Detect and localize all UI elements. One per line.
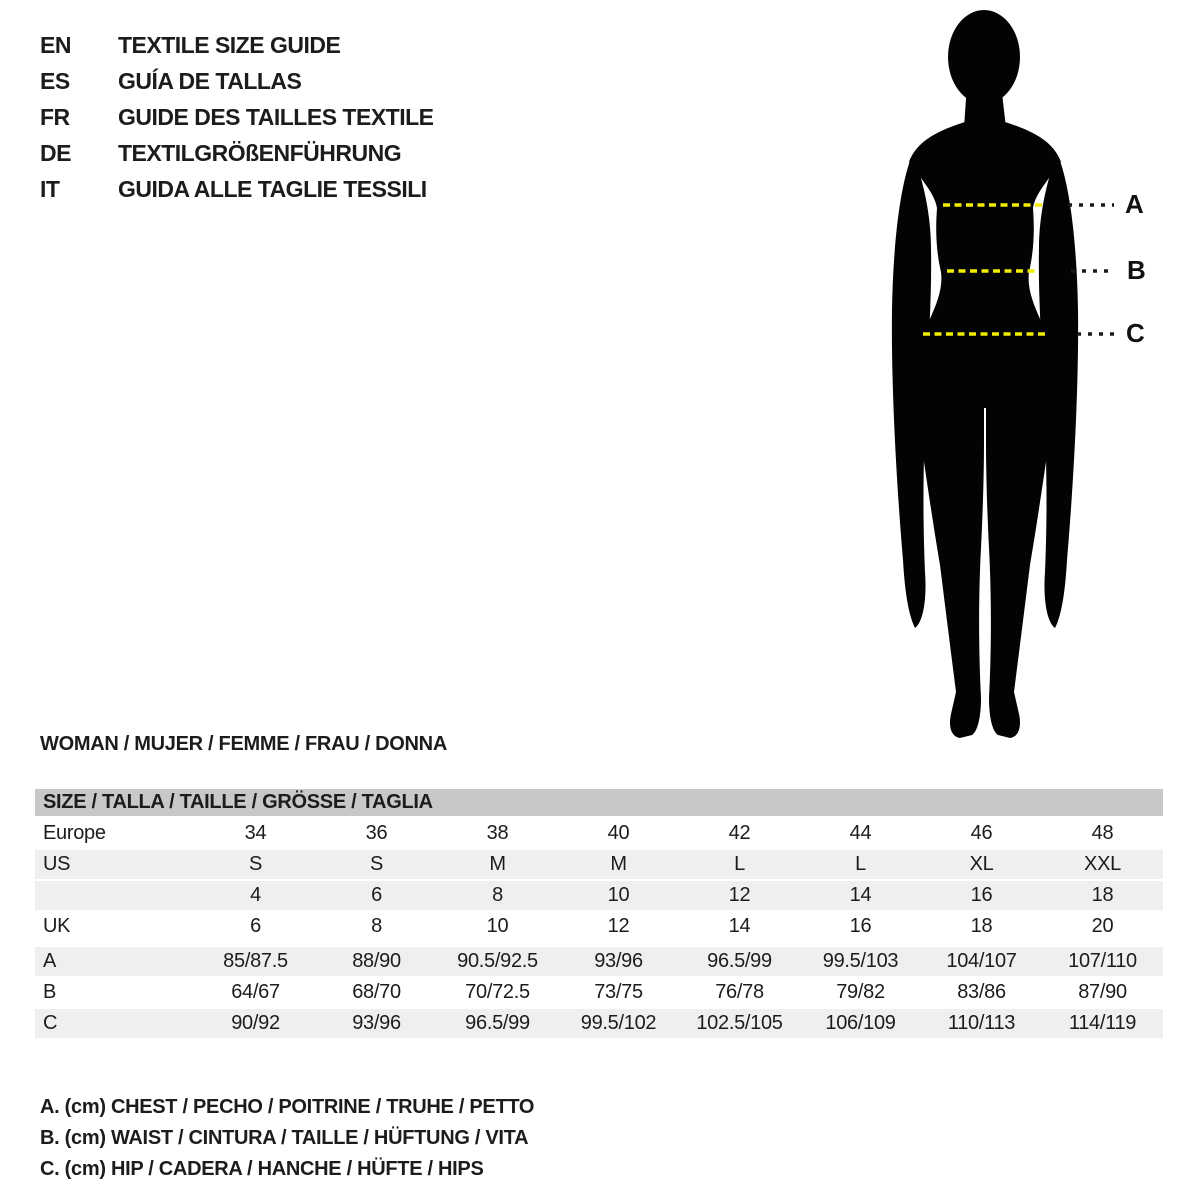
measure-label-a: A [1125,189,1144,219]
language-row-en [40,27,434,63]
cell: L [734,853,745,875]
cell: 106/109 [825,1012,896,1034]
silhouette-right-arm [1039,158,1078,628]
cell: 10 [607,884,630,906]
cell: 20 [1091,915,1114,937]
cell: 12 [607,915,630,937]
cell: 87/90 [1078,981,1127,1003]
cell: 90/92 [231,1012,280,1034]
section-title-woman: WOMAN / MUJER / FEMME / FRAU / DONNA [40,733,447,755]
cell: 6 [250,915,261,937]
measure-label-c: C [1126,318,1145,348]
table-row-waist-b [35,978,1163,1007]
cell: 88/90 [352,950,401,972]
row-label: B [43,981,57,1003]
table-row-us-numbers [35,881,1163,910]
cell: 102.5/105 [696,1012,783,1034]
language-title: TEXTILE SIZE GUIDE [118,32,341,58]
cell: 76/78 [715,981,764,1003]
cell: 68/70 [352,981,401,1003]
language-title: TEXTILGRÖßENFÜHRUNG [118,140,402,166]
cell: 36 [365,822,388,844]
table-row-europe [35,819,1163,848]
cell: 16 [849,915,872,937]
cell: 107/110 [1068,950,1137,972]
cell: 85/87.5 [223,950,288,972]
cell: 6 [371,884,382,906]
legend-chest: A. (cm) CHEST / PECHO / POITRINE / TRUHE / PETTO [40,1096,535,1118]
cell: 14 [728,915,751,937]
cell: 42 [728,822,751,844]
measurement-legend [40,1092,534,1185]
cell: 70/72.5 [465,981,530,1003]
language-code: IT [40,176,60,202]
language-row-it [40,171,434,207]
language-list [40,27,434,207]
table-row-chest-a [35,947,1163,976]
cell: 16 [970,884,993,906]
cell: 96.5/99 [465,1012,530,1034]
cell: 44 [849,822,872,844]
cell: 93/96 [594,950,643,972]
cell: 96.5/99 [707,950,772,972]
legend-hip: C. (cm) HIP / CADERA / HANCHE / HÜFTE / HIPS [40,1158,484,1180]
cell: 10 [486,915,509,937]
row-label: Europe [43,822,106,844]
language-title: GUÍA DE TALLAS [118,68,302,94]
cell: XL [969,853,994,875]
row-label: C [43,1012,58,1034]
cell: 40 [607,822,630,844]
size-table [35,789,1163,1040]
row-label: A [43,950,57,972]
cell: S [248,853,263,875]
legend-waist: B. (cm) WAIST / CINTURA / TAILLE / HÜFTUNG / VITA [40,1127,529,1149]
language-row-es [40,63,434,99]
table-row-us-letters [35,850,1163,879]
cell: 99.5/103 [822,950,899,972]
silhouette-neck [964,84,1006,128]
cell: 114/119 [1068,1012,1137,1034]
woman-silhouette-figure [855,0,1200,745]
language-row-fr [40,99,434,135]
row-label: US [43,853,71,875]
language-row-de [40,135,434,171]
cell: 83/86 [957,981,1006,1003]
language-title: GUIDE DES TAILLES TEXTILE [118,104,434,130]
cell: 34 [244,822,267,844]
cell: 38 [486,822,509,844]
cell: 64/67 [231,981,280,1003]
cell: 46 [970,822,993,844]
cell: 99.5/102 [580,1012,657,1034]
cell: 18 [1091,884,1114,906]
size-table-header: SIZE / TALLA / TAILLE / GRÖSSE / TAGLIA [35,789,1163,816]
cell: 93/96 [352,1012,401,1034]
language-title: GUIDA ALLE TAGLIE TESSILI [118,176,427,202]
cell: M [489,853,506,875]
language-code: ES [40,68,70,94]
cell: 8 [492,884,503,906]
cell: 4 [250,884,261,906]
cell: 110/113 [947,1012,1016,1034]
row-label: UK [43,915,71,937]
cell: 12 [728,884,751,906]
measure-label-b: B [1127,255,1146,285]
cell: 79/82 [836,981,885,1003]
cell: L [855,853,866,875]
silhouette-torso-legs [909,122,1061,738]
silhouette-left-arm [892,158,931,628]
cell: 18 [970,915,993,937]
cell: 90.5/92.5 [457,950,538,972]
woman-silhouette [892,10,1078,738]
cell: 8 [371,915,382,937]
cell: 104/107 [946,950,1017,972]
cell: XXL [1084,853,1121,875]
cell: 73/75 [594,981,643,1003]
language-code: EN [40,32,71,58]
table-row-hip-c [35,1009,1163,1038]
cell: M [610,853,627,875]
language-code: DE [40,140,71,166]
table-row-uk [35,912,1163,941]
cell: 48 [1091,822,1114,844]
row-label [35,881,195,910]
cell: S [369,853,384,875]
language-code: FR [40,104,70,130]
cell: 14 [849,884,872,906]
